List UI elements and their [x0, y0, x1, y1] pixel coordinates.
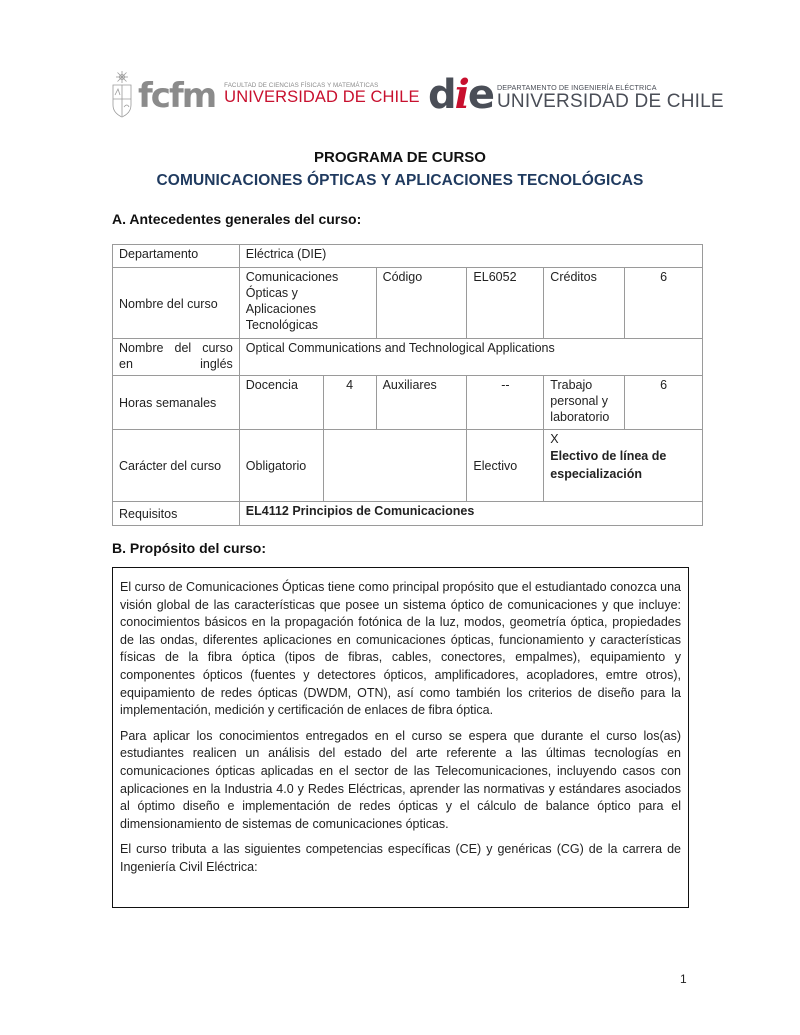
- die-logo: [428, 71, 724, 120]
- trabajo-value: 6: [625, 376, 703, 430]
- caracter-label: Carácter del curso: [113, 430, 240, 502]
- nombre-ingles-label: Nombre del curso en inglés: [113, 339, 240, 376]
- electivo-value: Electivo de línea de especialización: [550, 449, 667, 481]
- departamento-value: Eléctrica (DIE): [239, 245, 702, 268]
- table-row-nombre: [113, 268, 703, 339]
- obligatorio-label: Obligatorio: [239, 430, 323, 502]
- purpose-paragraph-2: Para aplicar los conocimientos entregados en el curso se espera que durante el curso los(as) estudiantes realicen un análisis del estado del arte referente a las últimas tecnologías en comunicaciones ópticas aplicadas en el sector de las Telecomunicaciones, incluyendo casos con aplicaciones en la Industria 4.0 y Redes Eléctricas, aprender las normativas y estándares asociados al óptimo diseño e implementación de redes ópticas y el cálculo de balance óptico para el dimensionamiento de sistemas de comunicaciones ópticas.: [120, 728, 681, 831]
- die-wordmark: [428, 71, 493, 118]
- nombre-label: Nombre del curso: [113, 268, 240, 339]
- requisitos-label: Requisitos: [113, 502, 240, 526]
- section-b-heading: B. Propósito del curso:: [112, 540, 267, 556]
- electivo-label: Electivo: [467, 430, 544, 502]
- die-logo-text: [497, 83, 724, 111]
- university-shield-icon: [110, 69, 134, 119]
- fcfm-logo-text: [224, 82, 419, 106]
- table-row-horas: [113, 376, 703, 430]
- nombre-value: Comunicaciones Ópticas y Aplicaciones Tecnológicas: [239, 268, 376, 339]
- departamento-label: Departamento: [113, 245, 240, 268]
- table-row-requisitos: [113, 502, 703, 526]
- fcfm-wordmark: [138, 76, 216, 116]
- die-university-name: UNIVERSIDAD DE CHILE: [496, 91, 724, 112]
- creditos-value: 6: [625, 268, 703, 339]
- docencia-value: 4: [323, 376, 376, 430]
- course-title: COMUNICACIONES ÓPTICAS Y APLICACIONES TECNOLÓGICAS: [156, 172, 644, 189]
- table-row-departamento: [113, 245, 703, 268]
- document-title: PROGRAMA DE CURSO: [314, 149, 486, 166]
- nombre-ingles-value: Optical Communications and Technological Applications: [239, 339, 702, 376]
- auxiliares-value: --: [467, 376, 544, 430]
- auxiliares-label: Auxiliares: [376, 376, 467, 430]
- table-row-nombre-ingles: [113, 339, 703, 376]
- requisitos-value: EL4112 Principios de Comunicaciones: [239, 502, 702, 526]
- electivo-mark: X: [550, 432, 559, 446]
- die-mark-d: d: [428, 72, 455, 118]
- die-mark-i: i: [454, 71, 468, 118]
- docencia-label: Docencia: [239, 376, 323, 430]
- codigo-value: EL6052: [467, 268, 544, 339]
- course-info-table: [112, 244, 703, 526]
- electivo-cell: [544, 430, 703, 502]
- fcfm-mark-text: fcfm: [138, 76, 216, 116]
- page-number: 1: [680, 972, 687, 986]
- codigo-label: Código: [376, 268, 467, 339]
- creditos-label: Créditos: [544, 268, 625, 339]
- trabajo-label: Trabajo personal y laboratorio: [544, 376, 625, 430]
- purpose-box: [112, 567, 689, 908]
- obligatorio-value: [323, 430, 467, 502]
- purpose-paragraph-3: El curso tributa a las siguientes competencias específicas (CE) y genéricas (CG) de la carrera de Ingeniería Civil Eléctrica:: [120, 842, 681, 874]
- fcfm-university-name: UNIVERSIDAD DE CHILE: [224, 87, 420, 106]
- purpose-paragraph-1: El curso de Comunicaciones Ópticas tiene como principal propósito que el estudiantado conozca una visión global de las características que posee un sistema óptico de comunicaciones y que incluye: conocimientos básicos en la propagación fotónica de la luz, modos, geometría óptica, propiedades de las ondas, diferentes aplicaciones en comunicaciones ópticas, funcionamiento y características físicas de la fibra óptica (tipos de fibras, cables, conectores, empalmes), equipamiento y componentes ópticos (fuentes y detectores ópticos, amplificadores, acopladores, emtre otros), equipamiento de redes ópticas (DWDM, OTN), así como también los criterios de diseño para la implementación, medición y certificación de enlaces de fibra óptica.: [120, 580, 681, 718]
- horas-label: Horas semanales: [113, 376, 240, 430]
- table-row-caracter: [113, 430, 703, 502]
- die-mark-e: e: [467, 72, 493, 118]
- section-a-heading: A. Antecedentes generales del curso:: [112, 211, 362, 227]
- die-department-name: DEPARTAMENTO DE INGENIERÍA ELÉCTRICA: [496, 83, 657, 92]
- fcfm-faculty-name: FACULTAD DE CIENCIAS FÍSICAS Y MATEMÁTICAS: [224, 81, 379, 89]
- fcfm-logo: [110, 66, 420, 122]
